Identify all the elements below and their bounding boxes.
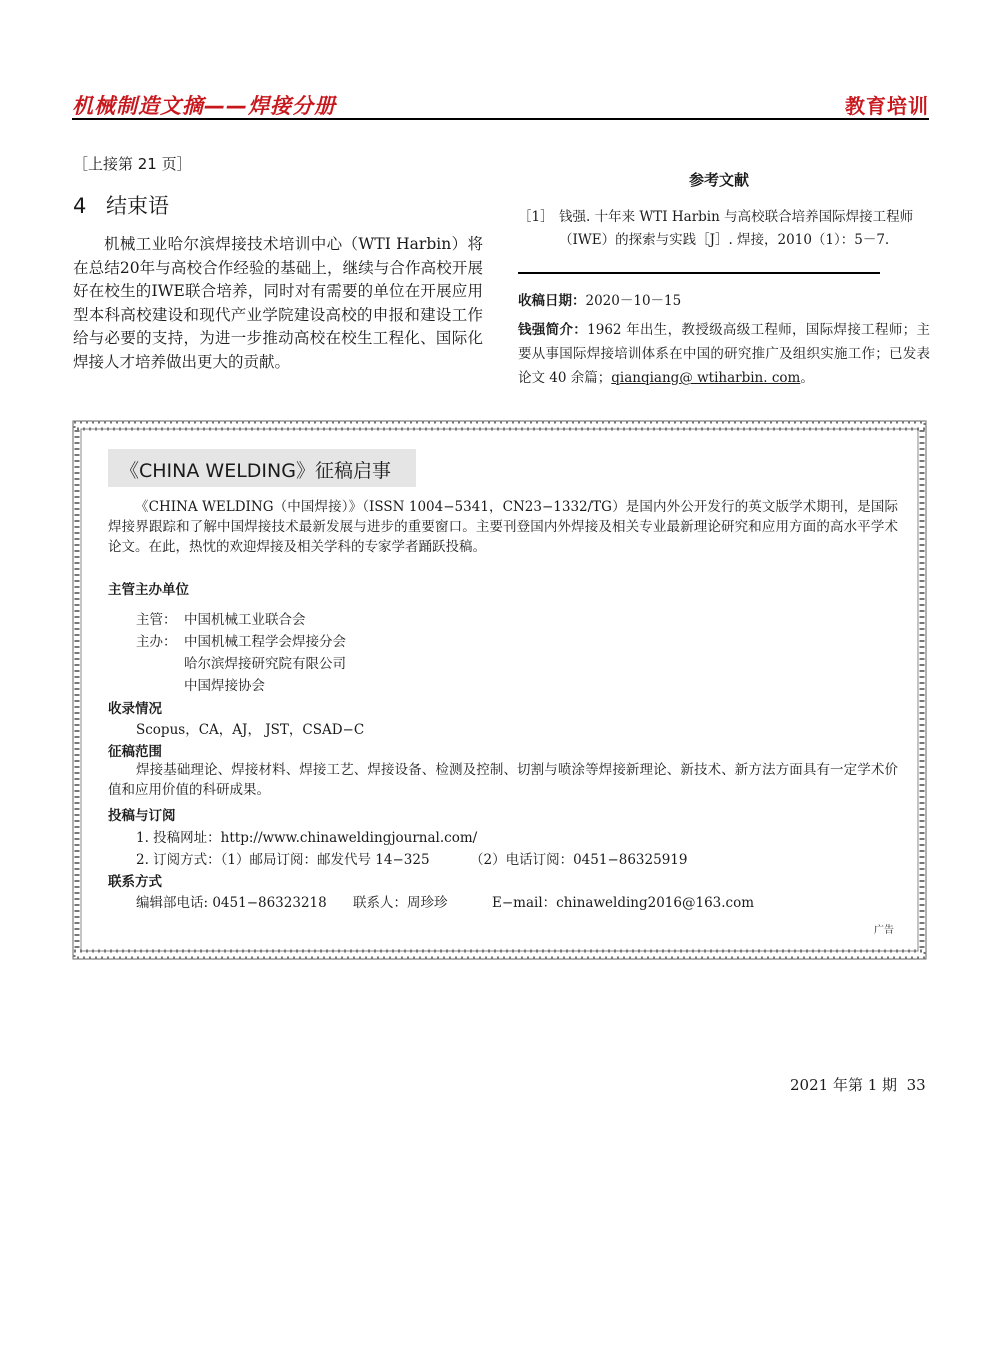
author-email-link[interactable]: qianqiang@ wtiharbin. com bbox=[611, 370, 801, 386]
bio-text: 1962 年出生，教授级高级工程师，国际焊接工程师；主要从事国际焊接培训体系在中国的研究推广及组织实施工作；已发表论文 40 余篇； bbox=[518, 322, 930, 386]
header-rule bbox=[72, 118, 929, 120]
scope-heading: 征稿范围 bbox=[108, 744, 162, 760]
contact-phone: 编辑部电话: 0451−86323218 bbox=[136, 895, 327, 911]
ad-intro: 《CHINA WELDING（中国焊接）》（ISSN 1004−5341，CN23−1332/TG）是国内外公开发行的英文版学术期刊，是国际焊接界跟踪和了解中国焊接技术最新发展与进步的重要窗口。主要刊登国内外焊接及相关专业最新理论研究和应用方面的高水平学术论文。在此，热忱的欢迎焊接及相关学科的专家学者踊跃投稿。 bbox=[108, 499, 898, 555]
continuation-note: ［上接第 21 页］ bbox=[73, 155, 192, 173]
sponsor-heading: 主管主办单位 bbox=[108, 582, 189, 598]
scope-text: 焊接基础理论、焊接材料、焊接工艺、焊接设备、检测及控制、切割与喷涂等焊接新理论、新技术、新方法方面具有一定学术价值和应用价值的科研成果。 bbox=[108, 762, 898, 798]
contact-email[interactable]: E−mail：chinawelding2016@163.com bbox=[492, 895, 755, 911]
index-list: Scopus，CA，AJ， JST，CSAD−C bbox=[136, 722, 365, 738]
bio-label: 钱强简介： bbox=[518, 322, 588, 338]
section-heading bbox=[73, 190, 169, 220]
page-footer bbox=[790, 1074, 926, 1095]
ad-tag: 广告 bbox=[874, 925, 894, 936]
subscribe-phone: （2）电话订阅：0451−86325919 bbox=[470, 852, 688, 868]
received-label: 收稿日期： bbox=[518, 293, 586, 309]
column-title: 教育培训 bbox=[845, 94, 929, 118]
page-number: 33 bbox=[906, 1076, 926, 1094]
received-value: 2020－10－15 bbox=[585, 293, 682, 309]
supervisor-label: 主管： bbox=[136, 612, 177, 628]
reference-rule bbox=[518, 272, 880, 274]
section-number: 4 bbox=[73, 194, 87, 218]
ad-banner bbox=[108, 449, 416, 487]
subscribe-post: 2. 订阅方式：（1）邮局订阅：邮发代号 14−325 bbox=[136, 852, 430, 868]
author-bio bbox=[518, 318, 930, 390]
section-title: 结束语 bbox=[106, 194, 169, 218]
journal-title: 机械制造文摘——焊接分册 bbox=[72, 94, 336, 118]
host-1: 中国机械工程学会焊接分会 bbox=[184, 634, 346, 650]
reference-item bbox=[518, 206, 930, 252]
contact-heading: 联系方式 bbox=[108, 874, 162, 890]
issue-label: 2021 年第 1 期 bbox=[790, 1076, 898, 1094]
supervisor-name: 中国机械工业联合会 bbox=[184, 612, 306, 628]
index-heading: 收录情况 bbox=[108, 701, 162, 717]
running-header bbox=[72, 88, 929, 120]
host-3: 中国焊接协会 bbox=[184, 678, 265, 694]
ad-title: 《CHINA WELDING》征稿启事 bbox=[120, 460, 391, 482]
contact-person: 联系人：周珍珍 bbox=[353, 895, 448, 911]
received-date bbox=[518, 289, 930, 313]
host-label: 主办： bbox=[136, 634, 177, 650]
submit-url[interactable]: 1. 投稿网址：http://www.chinaweldingjournal.com/ bbox=[136, 830, 478, 846]
reference-text: 钱强. 十年来 WTI Harbin 与高校联合培养国际焊接工程师（IWE）的探索与实践［J］. 焊接，2010（1）：5－7. bbox=[559, 209, 914, 248]
host-2: 哈尔滨焊接研究院有限公司 bbox=[184, 656, 346, 672]
bio-end: 。 bbox=[800, 370, 814, 386]
references-title: 参考文献 bbox=[689, 171, 750, 189]
reference-number: ［1］ bbox=[518, 209, 554, 225]
submit-heading: 投稿与订阅 bbox=[108, 808, 176, 824]
section-body: 机械工业哈尔滨焊接技术培训中心（WTI Harbin）将在总结20年与高校合作经验的基础上，继续与合作高校开展好在校生的IWE联合培养，同时对有需要的单位在开展应用型本科高校建设和现代产业学院建设高校的申报和建设工作给与必要的支持，为进一步推动高校在校生工程化、国际化焊接人才培养做出更大的贡献。 bbox=[73, 235, 483, 371]
